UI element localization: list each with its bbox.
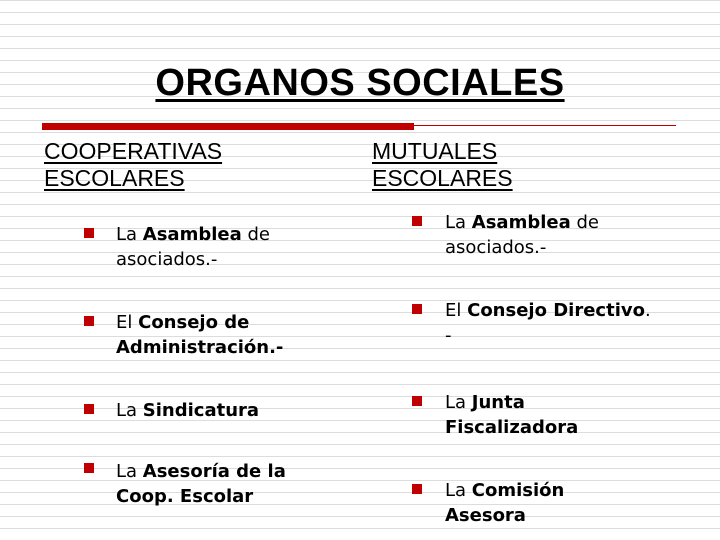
item-text-line2: asociados.-: [116, 249, 218, 270]
list-item: [445, 390, 578, 440]
square-bullet-icon: [84, 404, 94, 414]
item-bold-text: Comisión: [471, 480, 565, 501]
item-text: La: [116, 461, 143, 482]
list-item: [116, 222, 270, 272]
square-bullet-icon: [84, 463, 94, 473]
square-bullet-icon: [412, 216, 422, 226]
item-text: El: [445, 300, 468, 321]
item-text-line2: Coop. Escolar: [116, 486, 254, 507]
item-bold-text: Asesoría de la: [142, 461, 286, 482]
item-text-line2: -: [445, 325, 452, 346]
item-text: .: [644, 300, 651, 321]
list-item: [116, 398, 259, 423]
list-item: [445, 478, 564, 528]
title-divider-thin: [414, 125, 676, 126]
item-text: La: [445, 480, 472, 501]
item-text-line2: Fiscalizadora: [445, 417, 579, 438]
page-title: ORGANOS SOCIALES: [155, 62, 565, 104]
item-text-line2: Asesora: [445, 505, 526, 526]
list-item: [116, 310, 283, 360]
cooperativas-header-line2: ESCOLARES: [44, 165, 185, 191]
item-text: La: [445, 392, 472, 413]
item-bold-text: Consejo de: [138, 312, 250, 333]
mutuales-header-line1: MUTUALES: [372, 138, 498, 164]
item-text: La: [116, 224, 143, 245]
cooperativas-header: [44, 138, 222, 192]
item-text: La: [445, 212, 472, 233]
item-text: El: [116, 312, 139, 333]
item-text: de: [570, 212, 599, 233]
mutuales-header-line2: ESCOLARES: [372, 165, 513, 191]
square-bullet-icon: [84, 316, 94, 326]
title-divider-thick: [42, 123, 414, 130]
cooperativas-header-line1: COOPERATIVAS: [44, 138, 223, 164]
item-text: de: [241, 224, 270, 245]
square-bullet-icon: [84, 228, 94, 238]
square-bullet-icon: [412, 484, 422, 494]
item-bold-text: Junta: [471, 392, 525, 413]
item-bold-text: Asamblea: [471, 212, 571, 233]
square-bullet-icon: [412, 304, 422, 314]
list-item: [116, 459, 286, 509]
item-bold-text: Consejo Directivo: [467, 300, 645, 321]
list-item: [445, 298, 651, 348]
mutuales-header: [372, 138, 513, 192]
item-text: La: [116, 400, 143, 421]
item-text-line2: asociados.-: [445, 237, 547, 258]
square-bullet-icon: [412, 396, 422, 406]
list-item: [445, 210, 599, 260]
item-bold-text: Sindicatura: [142, 400, 260, 421]
item-text-line2: Administración.-: [116, 337, 284, 358]
item-bold-text: Asamblea: [142, 224, 242, 245]
